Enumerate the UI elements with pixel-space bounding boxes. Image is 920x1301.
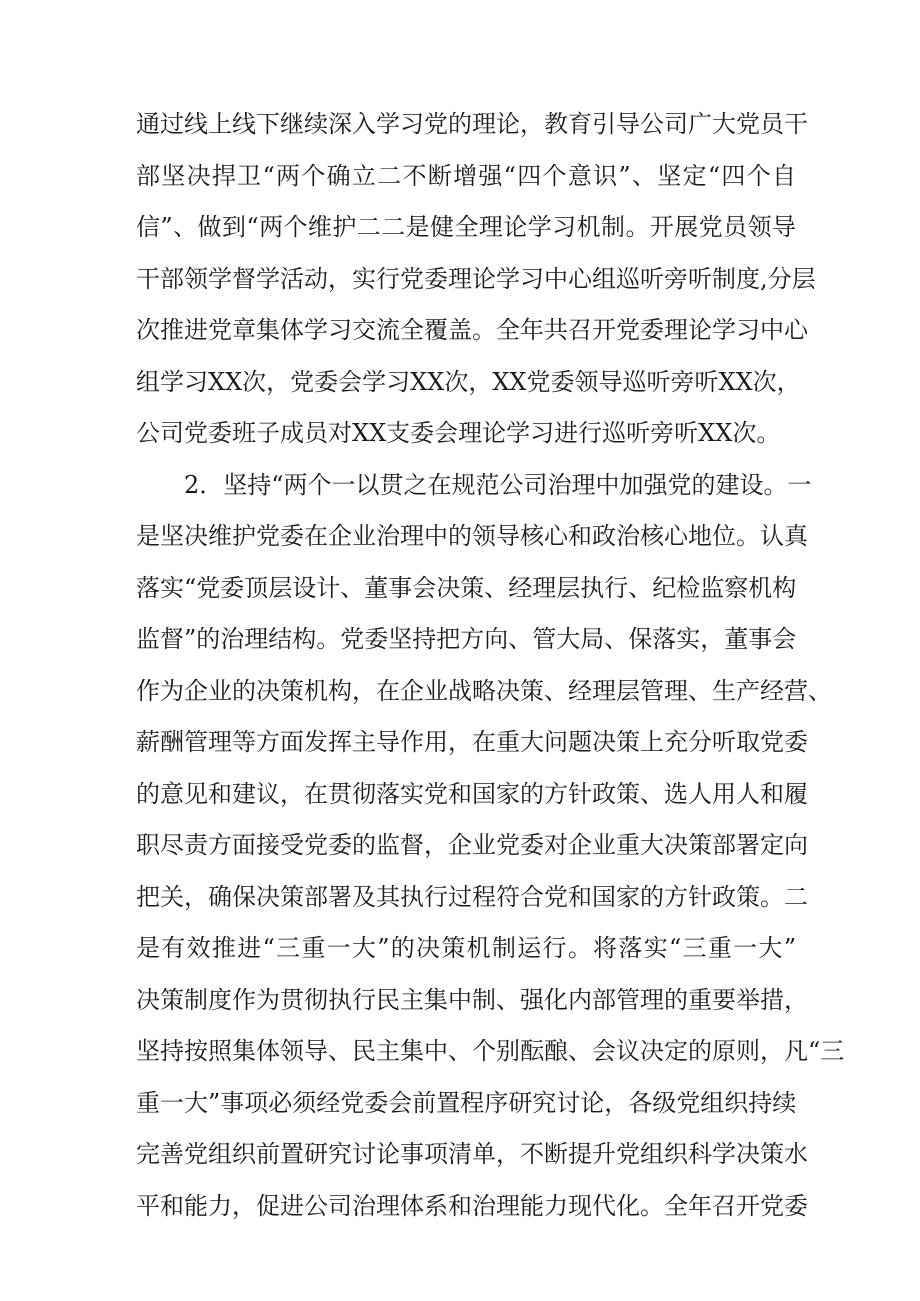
text-line-17: 是有效推进“三重一大”的决策机制运行。将落实“三重一大” — [136, 934, 796, 962]
text-line-16: 把关，确保决策部署及其执行过程符合党和国家的方针政策。二 — [136, 883, 808, 911]
text-line-15: 职尽责方面接受党委的监督，企业党委对企业重大决策部署定向 — [136, 831, 808, 859]
text-line-18: 决策制度作为贯彻执行民主集中制、强化内部管理的重要举措， — [136, 986, 808, 1014]
text-line-3: 信”、做到“两个维护二二是健全理论学习机制。开展党员领导 — [136, 213, 796, 241]
text-line-6: 组学习XX次，党委会学习XX次，XX党委领导巡听旁听XX次， — [136, 368, 801, 396]
text-line-7: 公司党委班子成员对XX支委会理论学习进行巡听旁听XX次。 — [136, 419, 781, 447]
text-line-13: 薪酬管理等方面发挥主导作用，在重大问题决策上充分听取党委 — [136, 728, 808, 756]
text-line-11: 监督”的治理结构。党委坚持把方向、管大局、保落实，董事会 — [136, 625, 797, 653]
text-line-21: 完善党组织前置研究讨论事项清单，不断提升党组织科学决策水 — [136, 1140, 808, 1168]
text-line-1: 通过线上线下继续深入学习党的理论，教育引导公司广大党员干 — [136, 110, 808, 138]
text-line-20: 重一大”事项必须经党委会前置程序研究讨论，各级党组织持续 — [136, 1089, 797, 1117]
text-line-10: 落实“党委顶层设计、董事会决策、经理层执行、纪检监察机构 — [136, 574, 797, 602]
text-line-5: 次推进党章集体学习交流全覆盖。全年共召开党委理论学习中心 — [136, 316, 808, 344]
text-line-4: 干部领学督学活动，实行党委理论学习中心组巡听旁听制度,分层 — [136, 265, 816, 293]
text-line-2: 部坚决捍卫“两个确立二不断增强“四个意识”、坚定“四个自 — [136, 162, 796, 190]
text-line-9: 是坚决维护党委在企业治理中的领导核心和政治核心地位。认真 — [136, 522, 808, 550]
text-line-8: 2．坚持“两个一以贯之在规范公司治理中加强党的建设。一 — [184, 471, 812, 499]
text-line-19: 坚持按照集体领导、民主集中、个别酝酿、会议决定的原则，凡“三 — [136, 1037, 845, 1065]
text-line-12: 作为企业的决策机构，在企业战略决策、经理层管理、生产经营、 — [136, 677, 832, 705]
text-line-14: 的意见和建议，在贯彻落实党和国家的方针政策、选人用人和履 — [136, 780, 808, 808]
text-line-22: 平和能力，促进公司治理体系和治理能力现代化。全年召开党委 — [136, 1192, 808, 1220]
